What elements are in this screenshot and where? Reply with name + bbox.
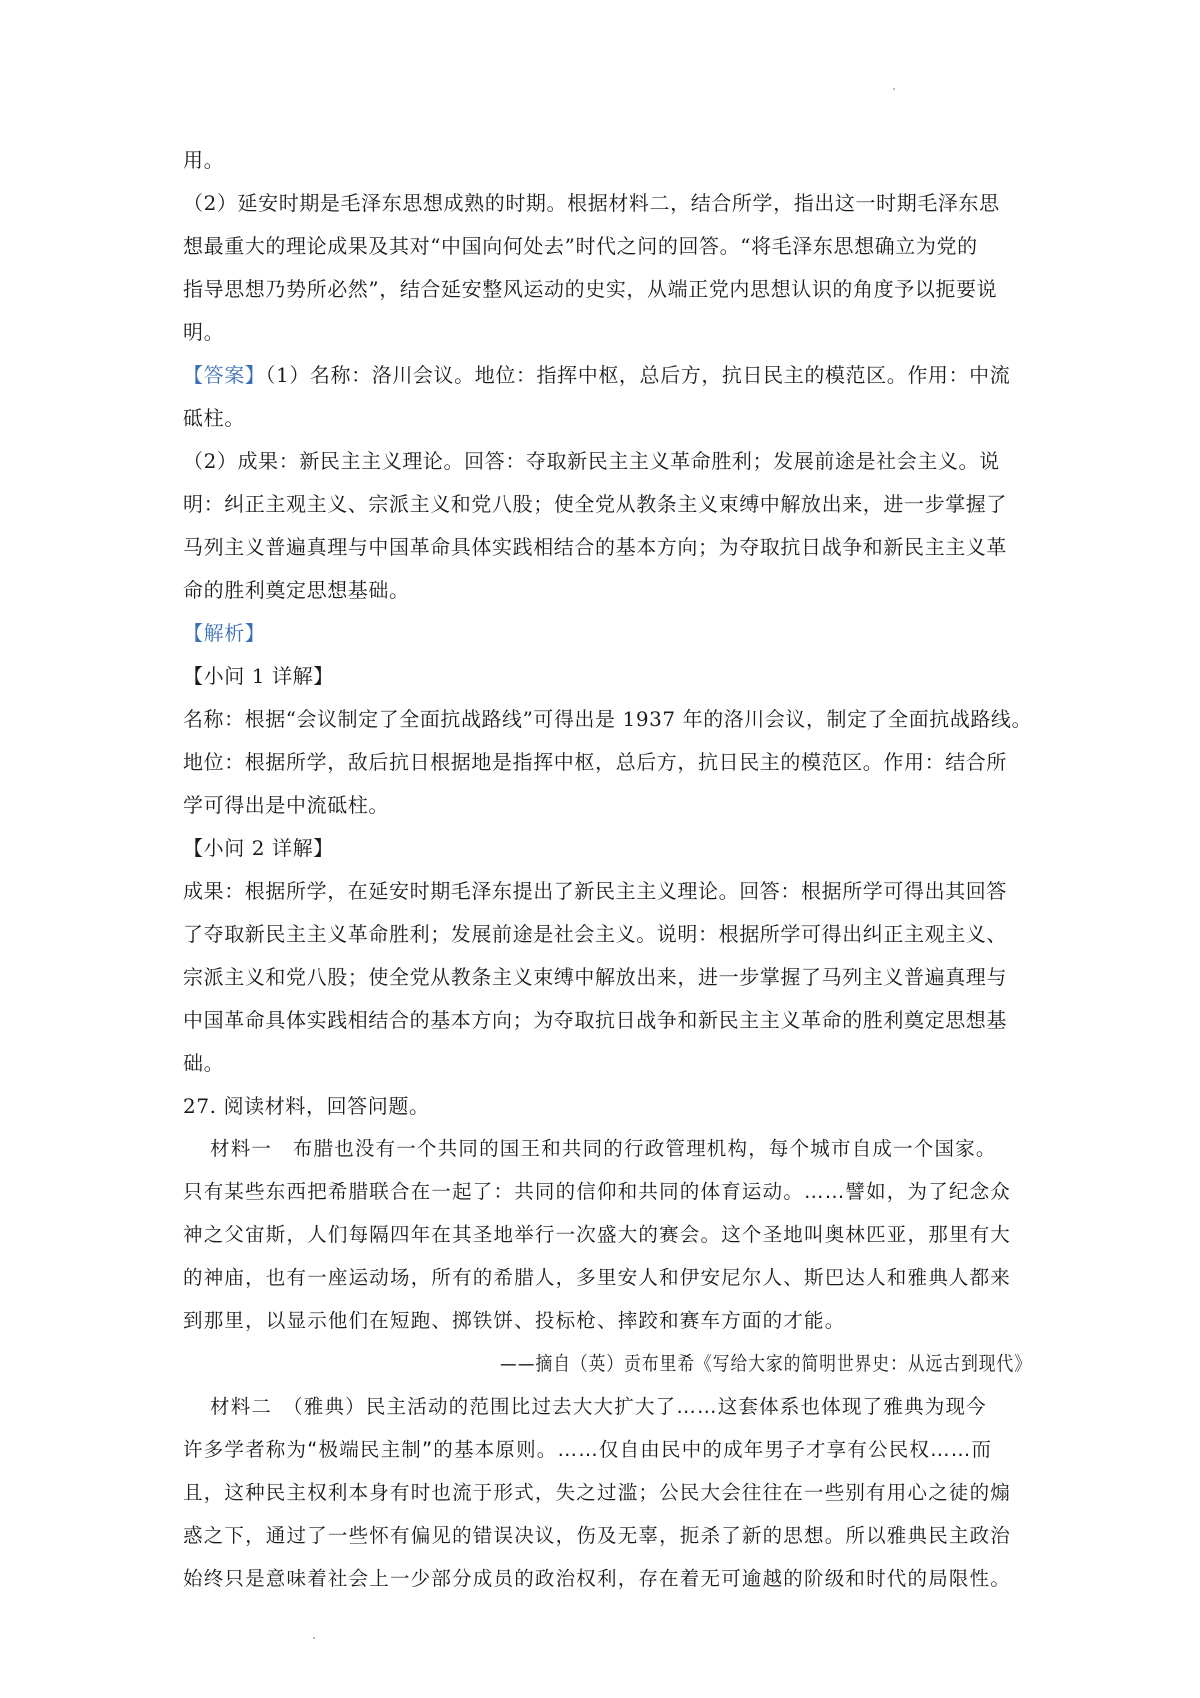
material-2-line: 材料二 （雅典）民主活动的范围比过去大大扩大了……这套体系也体现了雅典为现今 (210, 1395, 987, 1418)
text-line: 中国革命具体实践相结合的基本方向；为夺取抗日战争和新民主主义革命的胜利奠定思想基 (183, 1008, 1007, 1032)
text-line: 学可得出是中流砥柱。 (183, 793, 389, 817)
material-2-line: 始终只是意味着社会上一少部分成员的政治权利，存在着无可逾越的阶级和时代的局限性。 (183, 1567, 1012, 1590)
analysis-tag: 【解析】 (183, 621, 266, 645)
answer-text: （1）名称：洛川会议。地位：指挥中枢，总后方，抗日民主的模范区。作用：中流 (265, 363, 1011, 387)
material-1-line: 的神庙，也有一座运动场，所有的希腊人，多里安人和伊安尼尔人、斯巴达人和雅典人都来 (183, 1266, 1012, 1289)
speck-mark (313, 1637, 315, 1639)
text-line: 宗派主义和党八股；使全党从教条主义束缚中解放出来，进一步掌握了马列主义普遍真理与 (183, 965, 1007, 989)
question-2-line: （2）延安时期是毛泽东思想成熟的时期。根据材料二，结合所学，指出这一时期毛泽东思 (183, 191, 1000, 215)
text-line: 砥柱。 (183, 406, 245, 430)
text-line: 想最重大的理论成果及其对“中国向何处去”时代之问的回答。“将毛泽东思想确立为党的 (183, 234, 978, 258)
text-line: 马列主义普遍真理与中国革命具体实践相结合的基本方向；为夺取抗日战争和新民主主义革 (183, 535, 1007, 559)
material-1-line: 只有某些东西把希腊联合在一起了：共同的信仰和共同的体育运动。……譬如，为了纪念众 (183, 1180, 1012, 1203)
text-line: （2）成果：新民主主义理论。回答：夺取新民主主义革命胜利；发展前途是社会主义。说 (183, 449, 1000, 473)
answer-line (183, 362, 1010, 388)
material-2-line: 且，这种民主权利本身有时也流于形式，失之过滥；公民大会往往在一些别有用心之徒的煽 (183, 1481, 1012, 1504)
material-1-line: 到那里，以显示他们在短跑、掷铁饼、投标枪、摔跤和赛车方面的才能。 (183, 1309, 846, 1332)
text-line: 名称：根据“会议制定了全面抗战路线”可得出是 1937 年的洛川会议，制定了全面抗战路线。 (183, 707, 1033, 731)
question-27-heading: 27. 阅读材料，回答问题。 (183, 1094, 430, 1118)
material-2-line: 许多学者称为“极端民主制”的基本原则。……仅自由民中的成年男子才享有公民权……而 (183, 1438, 993, 1461)
text-line: 明。 (183, 320, 225, 344)
text-line: 础。 (183, 1051, 225, 1075)
material-1-line: 神之父宙斯，人们每隔四年在其圣地举行一次盛大的赛会。这个圣地叫奥林匹亚，那里有大 (183, 1223, 1012, 1246)
text-line: 明：纠正主观主义、宗派主义和党八股；使全党从教条主义束缚中解放出来，进一步掌握了 (183, 492, 1007, 516)
text-line: 了夺取新民主主义革命胜利；发展前途是社会主义。说明：根据所学可得出纠正主观主义、 (183, 922, 1007, 946)
sub-question-2-heading: 【小问 2 详解】 (183, 836, 334, 860)
material-1-source: ——摘自（英）贡布里希《写给大家的简明世界史：从远古到现代》 (500, 1352, 1033, 1375)
text-line: 地位：根据所学，敌后抗日根据地是指挥中枢，总后方，抗日民主的模范区。作用：结合所 (183, 750, 1007, 774)
answer-tag: 【答案】 (183, 363, 266, 387)
text-line: 成果：根据所学，在延安时期毛泽东提出了新民主主义理论。回答：根据所学可得出其回答 (183, 879, 1007, 903)
speck-mark (893, 88, 895, 90)
material-2-line: 惑之下，通过了一些怀有偏见的错误决议，伤及无辜，扼杀了新的思想。所以雅典民主政治 (183, 1524, 1012, 1547)
sub-question-1-heading: 【小问 1 详解】 (183, 664, 334, 688)
material-1-line: 材料一 布腊也没有一个共同的国王和共同的行政管理机构，每个城市自成一个国家。 (210, 1137, 997, 1160)
text-line: 命的胜利奠定思想基础。 (183, 578, 410, 602)
text-line: 用。 (183, 148, 225, 172)
text-line: 指导思想乃势所必然”，结合延安整风运动的史实，从端正党内思想认识的角度予以扼要说 (183, 277, 998, 301)
